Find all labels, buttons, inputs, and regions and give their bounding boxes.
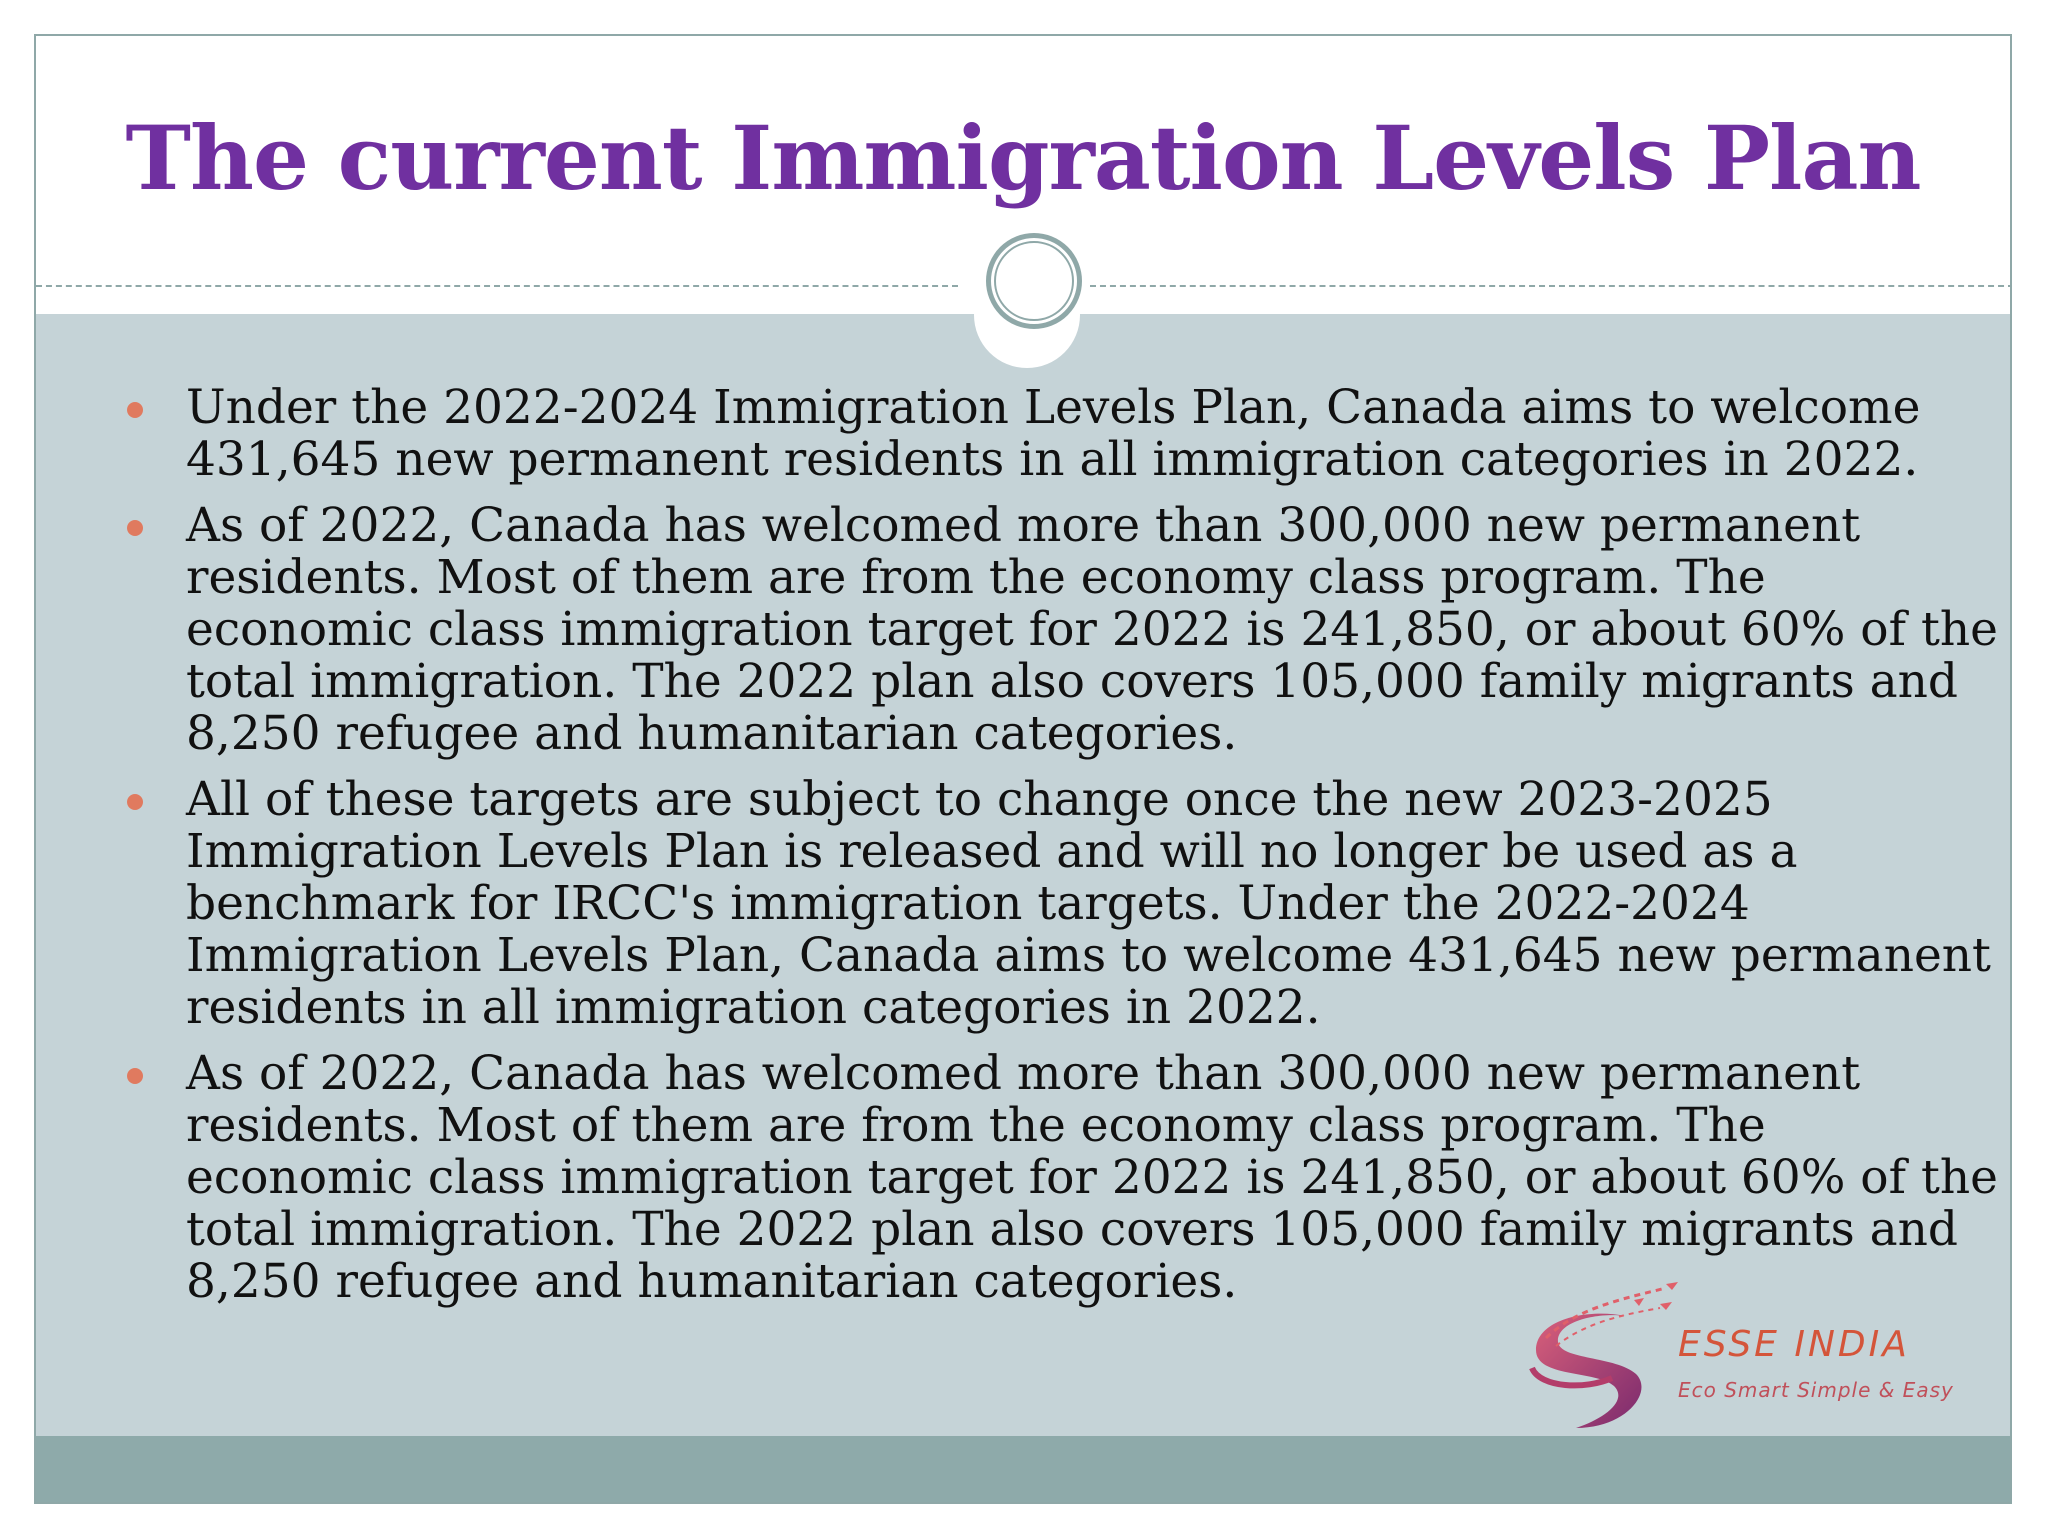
divider-left (36, 285, 958, 287)
footer-band (36, 1436, 2010, 1504)
swoosh-airplane-logo-icon (1516, 1278, 1686, 1438)
bullet-item (102, 500, 2002, 760)
bullet-item (102, 1048, 2002, 1308)
bullet-dot-icon (127, 794, 143, 810)
bullet-dot-icon (127, 520, 143, 536)
divider-right (1090, 285, 2012, 287)
bullet-text: As of 2022, Canada has welcomed more than 300,000 new permanent residents. Most of them are from the economy class program. The economic class immigration target for 2022 is 241,850, or about 60% of the total immigration. The 2022 plan also covers 105,000 family migrants and 8,250 refugee and humanitarian categories. (186, 498, 1998, 761)
bullet-dot-icon (127, 1068, 143, 1084)
bullet-text: Under the 2022-2024 Immigration Levels Plan, Canada aims to welcome 431,645 new permanent residents in all immigration categories in 2022. (186, 380, 1921, 487)
bullet-item (102, 382, 2002, 486)
bullet-text: As of 2022, Canada has welcomed more than 300,000 new permanent residents. Most of them are from the economy class program. The economic class immigration target for 2022 is 241,850, or about 60% of the total immigration. The 2022 plan also covers 105,000 family migrants and 8,250 refugee and humanitarian categories. (186, 1046, 1998, 1309)
bullet-dot-icon (127, 402, 143, 418)
logo-name: ESSE INDIA (1678, 1324, 1910, 1365)
bullet-list (102, 382, 2002, 1322)
bullet-text: All of these targets are subject to change once the new 2023-2025 Immigration Levels Plan is released and will no longer be used as a benchmark for IRCC's immigration targets. Under the 2022-2024 Immigration Levels Plan, Canada aims to welcome 431,645 new permanent residents in all immigration categories in 2022. (186, 772, 1991, 1035)
slide-title: The current Immigration Levels Plan (125, 106, 1921, 210)
company-logo (1516, 1278, 1986, 1438)
bullet-item (102, 774, 2002, 1034)
divider-ring-inner (994, 241, 1074, 321)
slide (34, 34, 2012, 1504)
logo-tagline: Eco Smart Simple & Easy (1678, 1378, 1954, 1402)
